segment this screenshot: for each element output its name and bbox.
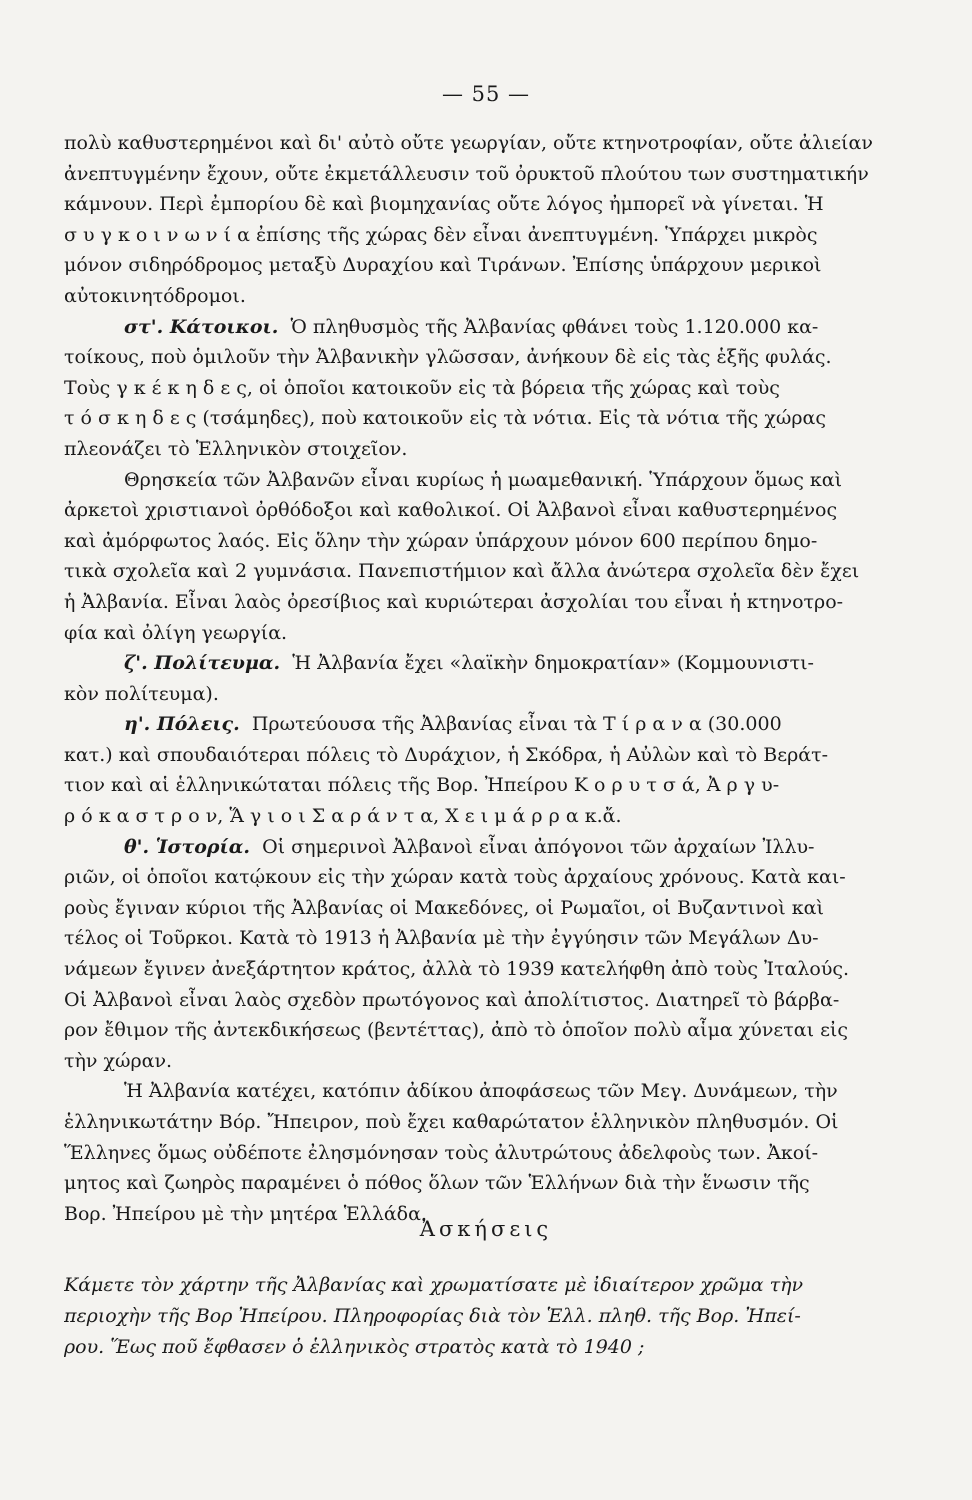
page-number: — 55 — (441, 82, 531, 106)
text-line: περιοχὴν τῆς Βορ Ἠπείρου. Πληροφορίας διὰ τὸν Ἑλλ. πληθ. τῆς Βορ. Ἠπεί- (64, 1305, 801, 1327)
text-line: φία καὶ ὀλίγη γεωργία. (64, 621, 288, 644)
text-line: ἡ Ἀλβανία. Εἶναι λαὸς ὀρεσίβιος καὶ κυριώτεραι ἀσχολίαι του εἶναι ἡ κτηνοτρο- (64, 590, 844, 613)
text-line: πλεονάζει τὸ Ἑλληνικὸν στοιχεῖον. (64, 437, 408, 460)
text-line: τικὰ σχολεῖα καὶ 2 γυμνάσια. Πανεπιστήμιον καὶ ἄλλα ἀνώτερα σχολεῖα δὲν ἔχει (64, 560, 860, 583)
section-inhabitants (64, 312, 882, 465)
text-line: κὸν πολίτευμα). (64, 682, 219, 705)
text-line: τοίκους, ποὺ ὁμιλοῦν τὴν Ἀλβανικὴν γλῶσσαν, ἀνήκουν δὲ εἰς τὰς ἑξῆς φυλάς. (64, 346, 832, 369)
section-history (64, 832, 882, 1077)
text-line: κάμνουν. Περὶ ἐμπορίου δὲ καὶ βιομηχανίας οὔτε λόγος ἠμπορεῖ νὰ γίνεται. Ἡ (64, 193, 824, 216)
text-line: Κάμετε τὸν χάρτην τῆς Ἀλβανίας καὶ χρωματίσατε μὲ ἰδιαίτερον χρῶμα τὴν (64, 1274, 804, 1296)
text-line: καὶ ἀμόρφωτος λαός. Εἰς ὅλην τὴν χώραν ὑπάρχουν μόνον 600 περίπου δημο- (64, 529, 818, 552)
section-heading: θ'. Ἱστορία. (124, 835, 250, 858)
text-line: τιον καὶ αἱ ἑλληνικώταται πόλεις τῆς Βορ. Ἠπείρου Κ ο ρ υ τ σ ά, Ἀ ρ γ υ- (64, 774, 780, 797)
text-line: τ ό σ κ η δ ε ς (τσάμηδες), ποὺ κατοικοῦν εἰς τὰ νότια. Εἰς τὰ νότια τῆς χώρας (64, 407, 827, 430)
section-government (64, 648, 882, 709)
text-line: Ὁ πληθυσμὸς τῆς Ἀλβανίας φθάνει τοὺς 1.120.000 κα- (290, 315, 819, 338)
text-line: τέλος οἱ Τοῦρκοι. Κατὰ τὸ 1913 ἡ Ἀλβανία μὲ τὴν ἐγγύησιν τῶν Μεγάλων Δυ- (64, 927, 819, 950)
exercise-text (64, 1270, 882, 1363)
text-line: αὐτοκινητόδρομοι. (64, 284, 246, 307)
text-line: Ἡ Ἀλβανία ἔχει «λαϊκὴν δημοκρατίαν» (Κομμουνιστι- (292, 652, 814, 675)
text-line: σ υ γ κ ο ι ν ω ν ί α ἐπίσης τῆς χώρας δὲν εἶναι ἀνεπτυγμένη. Ὑπάρχει μικρὸς (64, 223, 818, 246)
text-line: Οἱ σημερινοὶ Ἀλβανοὶ εἶναι ἀπόγονοι τῶν ἀρχαίων Ἰλλυ- (262, 835, 815, 858)
text-line: Πρωτεύουσα τῆς Ἀλβανίας εἶναι τὰ Τ ί ρ α ν α (30.000 (251, 713, 782, 736)
paragraph-religion (64, 465, 882, 649)
text-line: νάμεων ἔγινεν ἀνεξάρτητον κράτος, ἀλλὰ τὸ 1939 κατελήφθη ἀπὸ τοὺς Ἰταλούς. (64, 958, 850, 981)
page-body (64, 128, 882, 1229)
text-line: ριῶν, οἱ ὁποῖοι κατῴκουν εἰς τὴν χώραν κατὰ τοὺς ἀρχαίους χρόνους. Κατὰ και- (64, 866, 846, 889)
section-cities (64, 709, 882, 831)
text-line: Οἱ Ἀλβανοὶ εἶναι λαὸς σχεδὸν πρωτόγονος καὶ ἀπολίτιστος. Διατηρεῖ τὸ βάρβα- (64, 988, 840, 1011)
text-line: ρον ἔθιμον τῆς ἀντεκδικήσεως (βεντέττας), ἀπὸ τὸ ὁποῖον πολὺ αἷμα χύνεται εἰς (64, 1019, 849, 1042)
text-line: Ἕλληνες ὅμως οὐδέποτε ἐλησμόνησαν τοὺς ἀλυτρώτους ἀδελφοὺς των. Ἀκοί- (64, 1141, 819, 1164)
text-line: μόνον σιδηρόδρομος μεταξὺ Δυραχίου καὶ Τιράνων. Ἐπίσης ὑπάρχουν μερικοὶ (64, 254, 822, 277)
text-line: ἀρκετοὶ χριστιανοὶ ὀρθόδοξοι καὶ καθολικοί. Οἱ Ἀλβανοὶ εἶναι καθυστερημένος (64, 499, 838, 522)
exercises-title: Ἀσκήσεις (419, 1217, 553, 1241)
text-line: Τοὺς γ κ έ κ η δ ε ς, οἱ ὁποῖοι κατοικοῦν εἰς τὰ βόρεια τῆς χώρας καὶ τοὺς (64, 376, 780, 399)
text-line: ἀνεπτυγμένην ἔχουν, οὔτε ἐκμετάλλευσιν τοῦ ὀρυκτοῦ πλούτου των συστηματικήν (64, 162, 869, 185)
section-heading: η'. Πόλεις. (124, 713, 240, 736)
paragraph-northern-epirus (64, 1076, 882, 1229)
text-line: Θρησκεία τῶν Ἀλβανῶν εἶναι κυρίως ἡ μωαμεθανική. Ὑπάρχουν ὅμως καὶ (124, 468, 843, 491)
text-line: μητος καὶ ζωηρὸς παραμένει ὁ πόθος ὅλων τῶν Ἑλλήνων διὰ τὴν ἕνωσιν τῆς (64, 1172, 810, 1195)
text-line: Ἡ Ἀλβανία κατέχει, κατόπιν ἀδίκου ἀποφάσεως τῶν Μεγ. Δυνάμεων, τὴν (124, 1080, 838, 1103)
text-line: τὴν χώραν. (64, 1049, 173, 1072)
text-line: ρου. Ἕως ποῦ ἔφθασεν ὁ ἑλληνικὸς στρατὸς κατὰ τὸ 1940 ; (64, 1336, 645, 1358)
paragraph-communications (64, 128, 882, 312)
text-line: ροὺς ἔγιναν κύριοι τῆς Ἀλβανίας οἱ Μακεδόνες, οἱ Ρωμαῖοι, οἱ Βυζαντινοὶ καὶ (64, 896, 824, 919)
text-line: ρ ό κ α σ τ ρ ο ν, Ἅ γ ι ο ι Σ α ρ ά ν τ α, Χ ε ι μ ά ρ ρ α κ.ἄ. (64, 805, 622, 828)
text-line: ἑλληνικωτάτην Βόρ. Ἤπειρον, ποὺ ἔχει καθαρώτατον ἑλληνικὸν πληθυσμόν. Οἱ (64, 1111, 839, 1133)
text-line: κατ.) καὶ σπουδαιότεραι πόλεις τὸ Δυράχιον, ἡ Σκόδρα, ἡ Αὐλὼν καὶ τὸ Βεράτ- (64, 743, 829, 766)
text-line: πολὺ καθυστερημένοι καὶ δι' αὐτὸ οὔτε γεωργίαν, οὔτε κτηνοτροφίαν, οὔτε ἀλιείαν (64, 132, 873, 154)
text-line: Βορ. Ἠπείρου μὲ τὴν μητέρα Ἑλλάδα. (64, 1202, 427, 1225)
section-heading: στ'. Κάτοικοι. (124, 315, 279, 338)
section-heading: ζ'. Πολίτευμα. (124, 652, 281, 675)
